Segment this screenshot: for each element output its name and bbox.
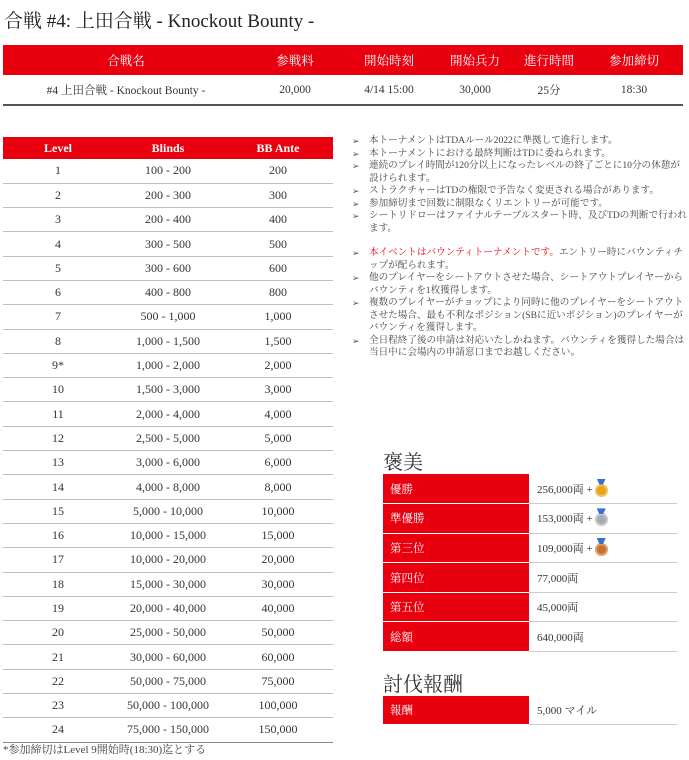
blind-level-row bbox=[3, 451, 333, 475]
level-number: 20 bbox=[3, 621, 113, 645]
bounty-rule-item: ➢ 他のプレイヤーをシートアウトさせた場合、シートアウトプレイヤーからバウンティを1枚獲得します。 bbox=[352, 272, 684, 296]
award-row bbox=[383, 504, 677, 534]
blind-level-row bbox=[3, 159, 333, 183]
bb-ante-value: 60,000 bbox=[223, 645, 333, 669]
bounty-reward-heading: 討伐報酬 bbox=[383, 674, 463, 696]
bb-ante-value: 200 bbox=[223, 159, 333, 183]
bounty-rule-item: ➢ 複数のプレイヤーがチョップにより同時に他のプレイヤーをシートアウトさせた場合、最も不利なポジション(SBに近いポジション)のプレイヤーがバウンティを獲得します。 bbox=[352, 297, 684, 333]
silver-medal-icon bbox=[595, 513, 608, 526]
bb-ante-value: 8,000 bbox=[223, 475, 333, 499]
blinds-value: 1,000 - 1,500 bbox=[113, 329, 223, 353]
blind-level-row bbox=[3, 329, 333, 353]
header-entry-fee: 参戦料 bbox=[249, 45, 341, 75]
bounty-reward-value: 5,000 マイル bbox=[529, 696, 677, 724]
header-level-duration: 進行時間 bbox=[513, 45, 585, 75]
rule-item: ➢ ストラクチャーはTDの権限で予告なく変更される場合があります。 bbox=[352, 185, 659, 196]
level-number: 11 bbox=[3, 402, 113, 426]
bullet-arrow-icon: ➢ bbox=[352, 148, 360, 159]
award-value: 153,000両 + bbox=[537, 513, 593, 526]
blinds-value: 400 - 800 bbox=[113, 280, 223, 304]
blinds-value: 1,000 - 2,000 bbox=[113, 353, 223, 377]
summary-row bbox=[3, 75, 683, 105]
bronze-medal-icon bbox=[595, 543, 608, 556]
level-number: 10 bbox=[3, 378, 113, 402]
blind-level-row bbox=[3, 645, 333, 669]
header-starting-stack: 開始兵力 bbox=[437, 45, 513, 75]
blind-level-row bbox=[3, 621, 333, 645]
bullet-arrow-icon: ➢ bbox=[352, 161, 360, 171]
blinds-value: 300 - 600 bbox=[113, 256, 223, 280]
header-bb-ante: BB Ante bbox=[223, 137, 333, 159]
rule-item: ➢ 連続のプレイ時間が120分以上になったレベルの終了ごとに10分の休憩が設けられます。 bbox=[352, 160, 680, 184]
blind-level-row bbox=[3, 353, 333, 377]
blinds-value: 50,000 - 75,000 bbox=[113, 669, 223, 693]
bb-ante-value: 5,000 bbox=[223, 426, 333, 450]
bb-ante-value: 20,000 bbox=[223, 548, 333, 572]
bullet-arrow-icon: ➢ bbox=[352, 211, 360, 221]
level-number: 8 bbox=[3, 329, 113, 353]
award-label: 第五位 bbox=[383, 592, 529, 622]
bb-ante-value: 800 bbox=[223, 280, 333, 304]
bullet-arrow-icon: ➢ bbox=[352, 298, 360, 308]
blind-structure-table bbox=[3, 137, 333, 743]
award-value: 640,000両 bbox=[529, 622, 677, 652]
bb-ante-value: 15,000 bbox=[223, 523, 333, 547]
bounty-reward-row bbox=[383, 696, 677, 724]
bb-ante-value: 100,000 bbox=[223, 694, 333, 718]
bb-ante-value: 10,000 bbox=[223, 499, 333, 523]
page-title: 合戦 #4: 上田合戦 - Knockout Bounty - bbox=[4, 11, 315, 32]
level-number: 21 bbox=[3, 645, 113, 669]
bullet-arrow-icon: ➢ bbox=[352, 335, 360, 346]
rule-item: ➢ 参加締切まで回数に制限なくリエントリーが可能です。 bbox=[352, 197, 608, 209]
blind-level-row bbox=[3, 523, 333, 547]
award-value: 109,000両 + bbox=[537, 542, 593, 555]
level-number: 3 bbox=[3, 208, 113, 232]
bounty-notice: 本イベントはバウンティトーナメントです。 bbox=[369, 247, 559, 258]
awards-table bbox=[383, 474, 677, 652]
header-start-time: 開始時刻 bbox=[341, 45, 437, 75]
bullet-arrow-icon: ➢ bbox=[352, 273, 360, 283]
blinds-value: 30,000 - 60,000 bbox=[113, 645, 223, 669]
level-number: 9* bbox=[3, 353, 113, 377]
blinds-value: 300 - 500 bbox=[113, 232, 223, 256]
level-number: 2 bbox=[3, 183, 113, 207]
level-number: 24 bbox=[3, 718, 113, 742]
bb-ante-value: 1,000 bbox=[223, 305, 333, 329]
blinds-value: 50,000 - 100,000 bbox=[113, 694, 223, 718]
award-label: 第四位 bbox=[383, 563, 529, 593]
blinds-value: 15,000 - 30,000 bbox=[113, 572, 223, 596]
level-number: 16 bbox=[3, 523, 113, 547]
blinds-value: 5,000 - 10,000 bbox=[113, 499, 223, 523]
level-number: 14 bbox=[3, 475, 113, 499]
header-event-name: 合戦名 bbox=[3, 45, 249, 75]
bb-ante-value: 75,000 bbox=[223, 669, 333, 693]
level-number: 15 bbox=[3, 499, 113, 523]
bullet-arrow-icon: ➢ bbox=[352, 186, 360, 196]
start-time: 4/14 15:00 bbox=[341, 75, 437, 105]
gold-medal-icon bbox=[595, 484, 608, 497]
blind-level-row bbox=[3, 548, 333, 572]
level-number: 18 bbox=[3, 572, 113, 596]
header-blinds: Blinds bbox=[113, 137, 223, 159]
bb-ante-value: 50,000 bbox=[223, 621, 333, 645]
award-label: 優勝 bbox=[383, 474, 529, 504]
level-number: 23 bbox=[3, 694, 113, 718]
level-number: 1 bbox=[3, 159, 113, 183]
entry-fee: 20,000 bbox=[249, 75, 341, 105]
blind-level-row bbox=[3, 475, 333, 499]
level-number: 13 bbox=[3, 451, 113, 475]
bullet-arrow-icon: ➢ bbox=[352, 198, 360, 209]
bb-ante-value: 2,000 bbox=[223, 353, 333, 377]
award-row bbox=[383, 563, 677, 593]
bb-ante-value: 150,000 bbox=[223, 718, 333, 742]
rule-item: ➢ 本トーナメントはTDAルール2022に準拠して進行します。 bbox=[352, 135, 618, 146]
level-number: 6 bbox=[3, 280, 113, 304]
blinds-value: 25,000 - 50,000 bbox=[113, 621, 223, 645]
award-row bbox=[383, 474, 677, 504]
bb-ante-value: 4,000 bbox=[223, 402, 333, 426]
bounty-rule-item: ➢ 本イベントはバウンティトーナメントです。エントリー時にバウンティチップが配られます。 bbox=[352, 247, 683, 271]
blinds-header-row bbox=[3, 137, 333, 159]
event-name: #4 上田合戦 - Knockout Bounty - bbox=[3, 75, 249, 105]
blind-level-row bbox=[3, 378, 333, 402]
bounty-reward-table bbox=[383, 696, 677, 725]
award-value: 45,000両 bbox=[529, 592, 677, 622]
blinds-value: 2,000 - 4,000 bbox=[113, 402, 223, 426]
bb-ante-value: 600 bbox=[223, 256, 333, 280]
awards-heading: 褒美 bbox=[383, 452, 423, 474]
blind-level-row bbox=[3, 596, 333, 620]
blind-level-row bbox=[3, 232, 333, 256]
award-label: 第三位 bbox=[383, 533, 529, 563]
rule-item: ➢ シートリドローはファイナルテーブルスタート時、及びTDの判断で行われます。 bbox=[352, 210, 687, 234]
level-number: 7 bbox=[3, 305, 113, 329]
blinds-value: 2,500 - 5,000 bbox=[113, 426, 223, 450]
blind-level-row bbox=[3, 183, 333, 207]
bb-ante-value: 500 bbox=[223, 232, 333, 256]
bb-ante-value: 3,000 bbox=[223, 378, 333, 402]
header-level: Level bbox=[3, 137, 113, 159]
summary-header-row bbox=[3, 45, 683, 75]
blind-level-row bbox=[3, 426, 333, 450]
blind-level-row bbox=[3, 256, 333, 280]
rules-list bbox=[352, 135, 687, 360]
bb-ante-value: 6,000 bbox=[223, 451, 333, 475]
award-value: 77,000両 bbox=[529, 563, 677, 593]
late-registration-footnote: *参加締切はLevel 9開始時(18:30)迄とする bbox=[3, 744, 207, 756]
blinds-value: 4,000 - 8,000 bbox=[113, 475, 223, 499]
blinds-value: 1,500 - 3,000 bbox=[113, 378, 223, 402]
level-number: 12 bbox=[3, 426, 113, 450]
award-value: 256,000両 + bbox=[537, 483, 593, 496]
blind-level-row bbox=[3, 402, 333, 426]
blind-level-row bbox=[3, 669, 333, 693]
level-number: 4 bbox=[3, 232, 113, 256]
level-number: 17 bbox=[3, 548, 113, 572]
level-duration: 25分 bbox=[513, 75, 585, 105]
blind-level-row bbox=[3, 572, 333, 596]
level-number: 22 bbox=[3, 669, 113, 693]
blind-level-row bbox=[3, 718, 333, 742]
blind-level-row bbox=[3, 694, 333, 718]
bb-ante-value: 1,500 bbox=[223, 329, 333, 353]
bullet-arrow-icon: ➢ bbox=[352, 248, 360, 258]
blinds-value: 20,000 - 40,000 bbox=[113, 596, 223, 620]
bullet-arrow-icon: ➢ bbox=[352, 136, 360, 146]
blinds-value: 10,000 - 15,000 bbox=[113, 523, 223, 547]
blinds-value: 200 - 300 bbox=[113, 183, 223, 207]
award-row bbox=[383, 533, 677, 563]
level-number: 5 bbox=[3, 256, 113, 280]
bounty-rule-item: ➢ 全日程終了後の申請は対応いたしかねます。バウンティを獲得した場合は当日中に会場内の申請窓口までお越しください。 bbox=[352, 334, 685, 358]
award-row bbox=[383, 592, 677, 622]
bb-ante-value: 300 bbox=[223, 183, 333, 207]
bb-ante-value: 40,000 bbox=[223, 596, 333, 620]
blinds-value: 10,000 - 20,000 bbox=[113, 548, 223, 572]
bb-ante-value: 30,000 bbox=[223, 572, 333, 596]
blinds-value: 100 - 200 bbox=[113, 159, 223, 183]
late-registration: 18:30 bbox=[585, 75, 683, 105]
blind-level-row bbox=[3, 208, 333, 232]
rule-item: ➢ 本トーナメントにおける最終判断はTDに委ねられます。 bbox=[352, 147, 611, 159]
event-summary-table bbox=[3, 45, 683, 106]
blinds-value: 200 - 400 bbox=[113, 208, 223, 232]
blinds-value: 3,000 - 6,000 bbox=[113, 451, 223, 475]
bb-ante-value: 400 bbox=[223, 208, 333, 232]
award-total-row bbox=[383, 622, 677, 652]
award-label: 総額 bbox=[383, 622, 529, 652]
level-number: 19 bbox=[3, 596, 113, 620]
blind-level-row bbox=[3, 305, 333, 329]
award-label: 準優勝 bbox=[383, 504, 529, 534]
blinds-value: 75,000 - 150,000 bbox=[113, 718, 223, 742]
header-late-registration: 参加締切 bbox=[585, 45, 683, 75]
blind-level-row bbox=[3, 280, 333, 304]
blinds-value: 500 - 1,000 bbox=[113, 305, 223, 329]
starting-stack: 30,000 bbox=[437, 75, 513, 105]
blind-level-row bbox=[3, 499, 333, 523]
bounty-reward-label: 報酬 bbox=[383, 696, 529, 724]
